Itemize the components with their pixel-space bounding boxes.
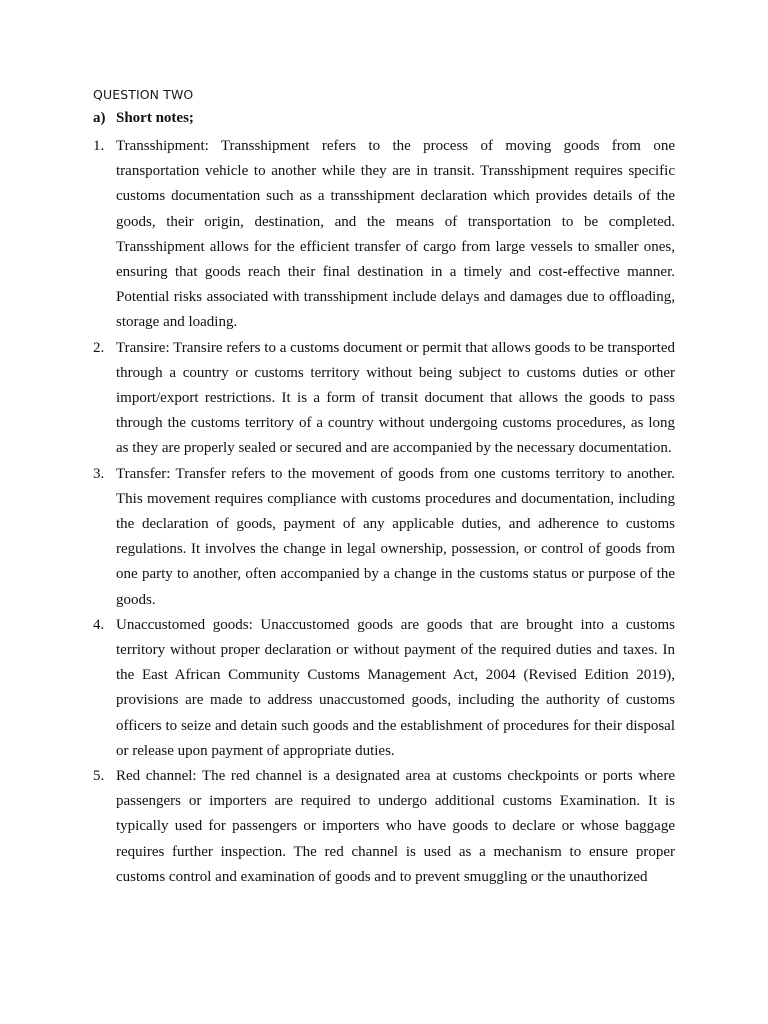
notes-list (93, 134, 675, 890)
note-number: 5. (93, 768, 105, 785)
note-item-transfer (93, 462, 675, 613)
note-text: Transfer: Transfer refers to the movement of goods from one customs territory to another. This movement requires compliance with customs procedures and documentation, including the declaration of goods, payment of any applicable duties, and adherence to customs regulations. It involves the change in legal ownership, possession, or control of goods from one party to another, often accompanied by a change in the customs status or purpose of the goods. (116, 465, 675, 608)
note-number: 1. (93, 138, 105, 154)
question-heading: QUESTION TWO (93, 87, 194, 102)
note-item-transire (93, 336, 675, 462)
section-marker: a) (93, 110, 106, 126)
note-item-transshipment (93, 134, 675, 336)
note-text: Transire: Transire refers to a customs document or permit that allows goods to be transported through a country or customs territory without being subject to customs duties or other import/export restrictions. It is a form of transit document that allows the goods to pass through the customs territory of a country without undergoing customs procedures, as long as they are properly sealed or secured and are accompanied by the necessary documentation. (116, 339, 675, 457)
note-number: 4. (93, 616, 105, 633)
note-text: Transshipment: Transshipment refers to the process of moving goods from one transportation vehicle to another while they are in transit. Transshipment requires specific customs documentation such as a transshipment declaration which provides details of the goods, their origin, destination, and the means of transportation to be completed. Transshipment allows for the efficient transfer of cargo from large vessels to smaller ones, ensuring that goods reach their final destination in a timely and cost-effective manner. Potential risks associated with transshipment include delays and damages due to offloading, storage and loading. (116, 138, 675, 331)
note-text: Unaccustomed goods: Unaccustomed goods are goods that are brought into a customs territory without proper declaration or without payment of the required duties and taxes. In the East African Community Customs Management Act, 2004 (Revised Edition 2019), provisions are made to address unaccustomed goods, including the authority of customs officers to seize and detain such goods and the establishment of procedures for their disposal or release upon payment of appropriate duties. (116, 616, 675, 759)
note-text: Red channel: The red channel is a designated area at customs checkpoints or ports where passengers or importers are required to undergo additional customs Examination. It is typically used for passengers or importers who have goods to declare or whose baggage requires further inspection. The red channel is used as a mechanism to ensure proper customs control and examination of goods and to prevent smuggling or the unauthorized (116, 768, 675, 885)
note-number: 2. (93, 339, 105, 356)
section-title: Short notes; (116, 110, 194, 126)
note-item-unaccustomed-goods (93, 613, 675, 764)
note-number: 3. (93, 465, 105, 482)
section-heading (93, 110, 194, 127)
note-item-red-channel (93, 764, 675, 890)
